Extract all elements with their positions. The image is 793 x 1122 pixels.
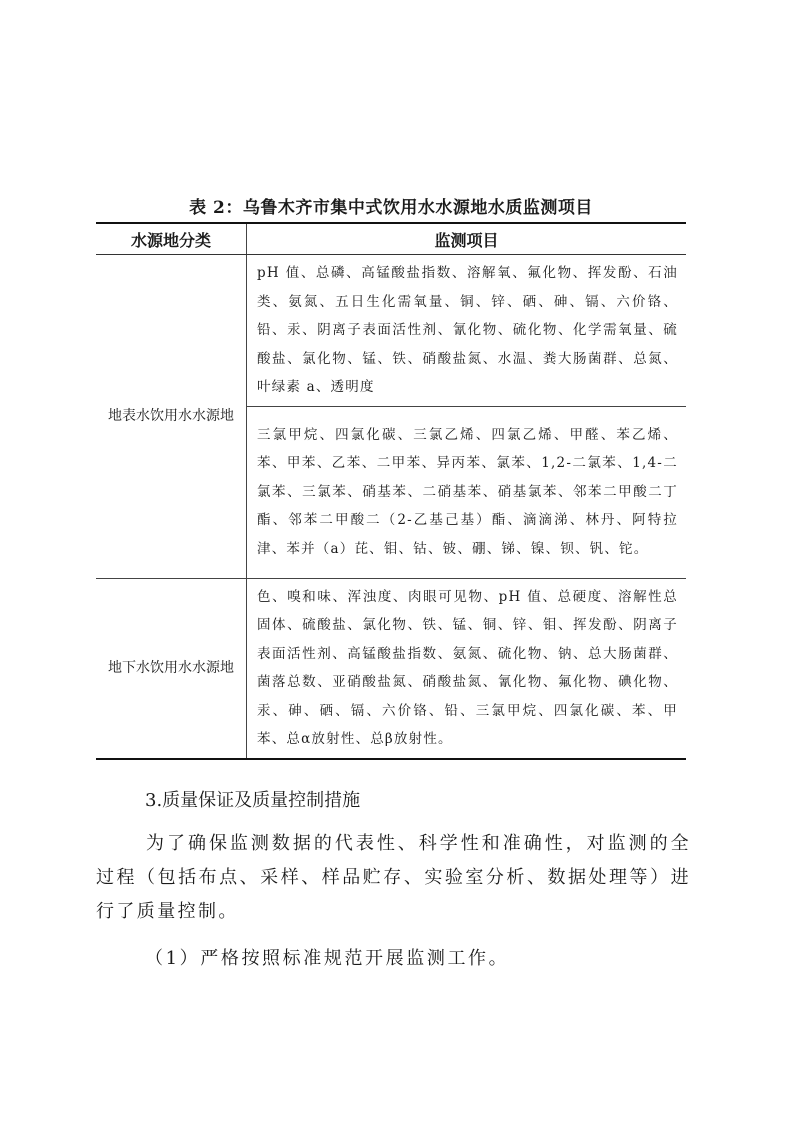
section-paragraph: 为了确保监测数据的代表性、科学性和准确性，对监测的全过程（包括布点、采样、样品贮存、实验室分析、数据处理等）进行了质量控制。 (96, 833, 691, 922)
table-row (96, 578, 686, 759)
header-source-category: 水源地分类 (96, 223, 247, 255)
table-header-row (96, 223, 686, 255)
category-groundwater: 地下水饮用水水源地 (96, 578, 247, 759)
table-row (96, 255, 686, 407)
monitoring-items-table (96, 222, 686, 760)
header-monitoring-items: 监测项目 (247, 223, 687, 255)
surface-water-items-specific: 三氯甲烷、四氯化碳、三氯乙烯、四氯乙烯、甲醛、苯乙烯、苯、甲苯、乙苯、二甲苯、异丙苯、氯苯、1,2-二氯苯、1,4-二氯苯、三氯苯、硝基苯、二硝基苯、硝基氯苯、邻苯二甲酸二丁酯、邻苯二甲酸二（2-乙基己基）酯、滴滴涕、林丹、阿特拉津、苯并（a）芘、钼、钴、铍、硼、锑、镍、钡、钒、铊。 (247, 406, 687, 578)
section-heading: 3.质量保证及质量控制措施 (145, 790, 361, 811)
surface-water-items-basic: pH 值、总磷、高锰酸盐指数、溶解氧、氟化物、挥发酚、石油类、氨氮、五日生化需氧量、铜、锌、硒、砷、镉、六价铬、铅、汞、阴离子表面活性剂、氰化物、硫化物、化学需氧量、硫酸盐、氯化物、锰、铁、硝酸盐氮、水温、粪大肠菌群、总氮、叶绿素 a、透明度 (257, 265, 678, 395)
groundwater-items: 色、嗅和味、浑浊度、肉眼可见物、pH 值、总硬度、溶解性总固体、硫酸盐、氯化物、铁、锰、铜、锌、钼、挥发酚、阴离子表面活性剂、高锰酸盐指数、氨氮、硫化物、钠、总大肠菌群、菌落总数、亚硝酸盐氮、硝酸盐氮、氰化物、氟化物、碘化物、汞、砷、硒、镉、六价铬、铅、三氯甲烷、四氯化碳、苯、甲苯、总α放射性、总β放射性。 (247, 578, 687, 759)
list-item: （1）严格按照标准规范开展监测工作。 (145, 948, 510, 969)
table-caption: 表 2：乌鲁木齐市集中式饮用水水源地水质监测项目 (189, 198, 593, 218)
category-surface-water: 地表水饮用水水源地 (96, 255, 247, 579)
